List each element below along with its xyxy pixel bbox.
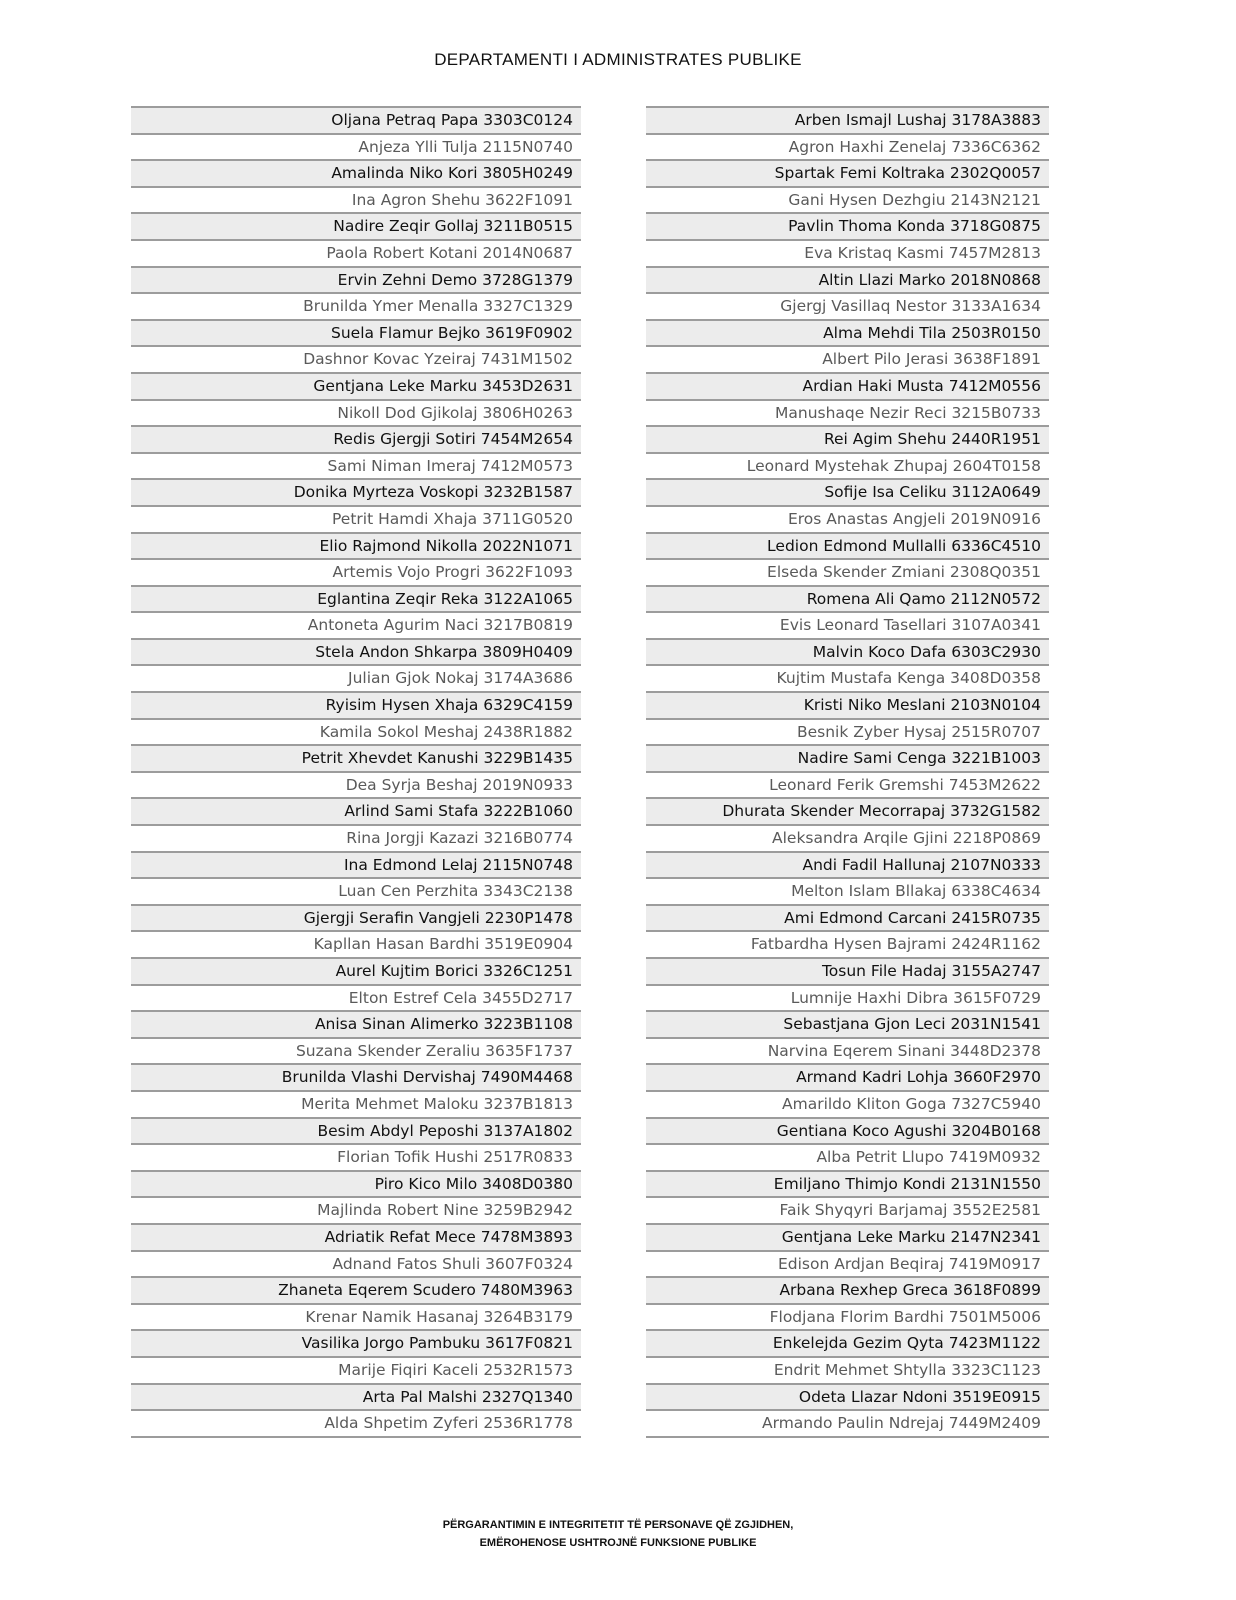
list-item: Petrit Hamdi Xhaja 3711G0520 [131, 505, 581, 532]
list-item: Alba Petrit Llupo 7419M0932 [646, 1143, 1049, 1170]
list-item: Donika Myrteza Voskopi 3232B1587 [131, 478, 581, 505]
list-item: Suzana Skender Zeraliu 3635F1737 [131, 1037, 581, 1064]
list-item: Sebastjana Gjon Leci 2031N1541 [646, 1010, 1049, 1037]
list-bottom-rule [646, 1436, 1049, 1438]
list-item: Narvina Eqerem Sinani 3448D2378 [646, 1037, 1049, 1064]
list-item: Amarildo Kliton Goga 7327C5940 [646, 1090, 1049, 1117]
list-item: Kristi Niko Meslani 2103N0104 [646, 691, 1049, 718]
list-item: Andi Fadil Hallunaj 2107N0333 [646, 851, 1049, 878]
list-item: Armando Paulin Ndrejaj 7449M2409 [646, 1409, 1049, 1436]
list-item: Gentjana Leke Marku 3453D2631 [131, 372, 581, 399]
list-item: Spartak Femi Koltraka 2302Q0057 [646, 159, 1049, 186]
list-item: Endrit Mehmet Shtylla 3323C1123 [646, 1356, 1049, 1383]
list-item: Eros Anastas Angjeli 2019N0916 [646, 505, 1049, 532]
list-item: Emiljano Thimjo Kondi 2131N1550 [646, 1170, 1049, 1197]
list-item: Paola Robert Kotani 2014N0687 [131, 239, 581, 266]
list-item: Luan Cen Perzhita 3343C2138 [131, 877, 581, 904]
list-item: Enkelejda Gezim Qyta 7423M1122 [646, 1329, 1049, 1356]
list-item: Amalinda Niko Kori 3805H0249 [131, 159, 581, 186]
list-item: Marije Fiqiri Kaceli 2532R1573 [131, 1356, 581, 1383]
list-item: Dhurata Skender Mecorrapaj 3732G1582 [646, 797, 1049, 824]
list-bottom-rule [131, 1436, 581, 1438]
list-item: Petrit Xhevdet Kanushi 3229B1435 [131, 744, 581, 771]
list-item: Gentiana Koco Agushi 3204B0168 [646, 1117, 1049, 1144]
list-item: Zhaneta Eqerem Scudero 7480M3963 [131, 1276, 581, 1303]
list-item: Malvin Koco Dafa 6303C2930 [646, 638, 1049, 665]
list-item: Vasilika Jorgo Pambuku 3617F0821 [131, 1329, 581, 1356]
list-item: Eglantina Zeqir Reka 3122A1065 [131, 585, 581, 612]
list-item: Ardian Haki Musta 7412M0556 [646, 372, 1049, 399]
list-item: Fatbardha Hysen Bajrami 2424R1162 [646, 930, 1049, 957]
list-item: Aleksandra Arqile Gjini 2218P0869 [646, 824, 1049, 851]
list-item: Besim Abdyl Peposhi 3137A1802 [131, 1117, 581, 1144]
list-item: Rei Agim Shehu 2440R1951 [646, 425, 1049, 452]
list-item: Gjergj Vasillaq Nestor 3133A1634 [646, 292, 1049, 319]
list-item: Lumnije Haxhi Dibra 3615F0729 [646, 984, 1049, 1011]
list-item: Brunilda Ymer Menalla 3327C1329 [131, 292, 581, 319]
list-item: Sofije Isa Celiku 3112A0649 [646, 478, 1049, 505]
list-item: Romena Ali Qamo 2112N0572 [646, 585, 1049, 612]
list-item: Piro Kico Milo 3408D0380 [131, 1170, 581, 1197]
list-item: Adriatik Refat Mece 7478M3893 [131, 1223, 581, 1250]
list-item: Stela Andon Shkarpa 3809H0409 [131, 638, 581, 665]
list-item: Arben Ismajl Lushaj 3178A3883 [646, 106, 1049, 133]
list-item: Kamila Sokol Meshaj 2438R1882 [131, 718, 581, 745]
list-item: Arlind Sami Stafa 3222B1060 [131, 797, 581, 824]
list-item: Melton Islam Bllakaj 6338C4634 [646, 877, 1049, 904]
list-item: Ina Agron Shehu 3622F1091 [131, 186, 581, 213]
list-item: Armand Kadri Lohja 3660F2970 [646, 1063, 1049, 1090]
list-item: Flodjana Florim Bardhi 7501M5006 [646, 1303, 1049, 1330]
list-item: Dashnor Kovac Yzeiraj 7431M1502 [131, 345, 581, 372]
list-item: Ina Edmond Lelaj 2115N0748 [131, 851, 581, 878]
list-item: Elseda Skender Zmiani 2308Q0351 [646, 558, 1049, 585]
list-item: Julian Gjok Nokaj 3174A3686 [131, 664, 581, 691]
list-item: Nadire Sami Cenga 3221B1003 [646, 744, 1049, 771]
list-item: Dea Syrja Beshaj 2019N0933 [131, 771, 581, 798]
list-item: Gjergji Serafin Vangjeli 2230P1478 [131, 904, 581, 931]
list-item: Majlinda Robert Nine 3259B2942 [131, 1196, 581, 1223]
right-name-list [646, 106, 1049, 1438]
list-item: Elio Rajmond Nikolla 2022N1071 [131, 532, 581, 559]
list-item: Ledion Edmond Mullalli 6336C4510 [646, 532, 1049, 559]
list-item: Redis Gjergji Sotiri 7454M2654 [131, 425, 581, 452]
list-item: Rina Jorgji Kazazi 3216B0774 [131, 824, 581, 851]
list-item: Leonard Mystehak Zhupaj 2604T0158 [646, 452, 1049, 479]
list-item: Antoneta Agurim Naci 3217B0819 [131, 611, 581, 638]
list-item: Albert Pilo Jerasi 3638F1891 [646, 345, 1049, 372]
list-item: Nadire Zeqir Gollaj 3211B0515 [131, 212, 581, 239]
list-item: Artemis Vojo Progri 3622F1093 [131, 558, 581, 585]
list-item: Sami Niman Imeraj 7412M0573 [131, 452, 581, 479]
list-item: Merita Mehmet Maloku 3237B1813 [131, 1090, 581, 1117]
list-item: Leonard Ferik Gremshi 7453M2622 [646, 771, 1049, 798]
list-item: Ryisim Hysen Xhaja 6329C4159 [131, 691, 581, 718]
list-item: Adnand Fatos Shuli 3607F0324 [131, 1250, 581, 1277]
left-name-list [131, 106, 581, 1438]
list-item: Manushaqe Nezir Reci 3215B0733 [646, 399, 1049, 426]
list-item: Elton Estref Cela 3455D2717 [131, 984, 581, 1011]
list-item: Kujtim Mustafa Kenga 3408D0358 [646, 664, 1049, 691]
list-item: Oljana Petraq Papa 3303C0124 [131, 106, 581, 133]
list-item: Agron Haxhi Zenelaj 7336C6362 [646, 133, 1049, 160]
list-item: Nikoll Dod Gjikolaj 3806H0263 [131, 399, 581, 426]
list-item: Gentjana Leke Marku 2147N2341 [646, 1223, 1049, 1250]
list-item: Ervin Zehni Demo 3728G1379 [131, 266, 581, 293]
list-item: Pavlin Thoma Konda 3718G0875 [646, 212, 1049, 239]
list-item: Anisa Sinan Alimerko 3223B1108 [131, 1010, 581, 1037]
footer-line-2: EMËROHENOSE USHTROJNË FUNKSIONE PUBLIKE [479, 1537, 757, 1549]
list-item: Arta Pal Malshi 2327Q1340 [131, 1383, 581, 1410]
list-item: Gani Hysen Dezhgiu 2143N2121 [646, 186, 1049, 213]
list-item: Krenar Namik Hasanaj 3264B3179 [131, 1303, 581, 1330]
list-item: Edison Ardjan Beqiraj 7419M0917 [646, 1250, 1049, 1277]
list-item: Kapllan Hasan Bardhi 3519E0904 [131, 930, 581, 957]
page-title: DEPARTAMENTI I ADMINISTRATES PUBLIKE [434, 50, 802, 69]
list-item: Odeta Llazar Ndoni 3519E0915 [646, 1383, 1049, 1410]
list-item: Alda Shpetim Zyferi 2536R1778 [131, 1409, 581, 1436]
list-item: Tosun File Hadaj 3155A2747 [646, 957, 1049, 984]
footer-line-1: PËRGARANTIMIN E INTEGRITETIT TË PERSONAVE QË ZGJIDHEN, [442, 1519, 794, 1531]
list-item: Florian Tofik Hushi 2517R0833 [131, 1143, 581, 1170]
list-item: Evis Leonard Tasellari 3107A0341 [646, 611, 1049, 638]
list-item: Anjeza Ylli Tulja 2115N0740 [131, 133, 581, 160]
list-item: Brunilda Vlashi Dervishaj 7490M4468 [131, 1063, 581, 1090]
list-item: Ami Edmond Carcani 2415R0735 [646, 904, 1049, 931]
list-item: Eva Kristaq Kasmi 7457M2813 [646, 239, 1049, 266]
list-item: Aurel Kujtim Borici 3326C1251 [131, 957, 581, 984]
list-item: Arbana Rexhep Greca 3618F0899 [646, 1276, 1049, 1303]
list-item: Altin Llazi Marko 2018N0868 [646, 266, 1049, 293]
list-item: Suela Flamur Bejko 3619F0902 [131, 319, 581, 346]
list-item: Besnik Zyber Hysaj 2515R0707 [646, 718, 1049, 745]
list-item: Alma Mehdi Tila 2503R0150 [646, 319, 1049, 346]
list-item: Faik Shyqyri Barjamaj 3552E2581 [646, 1196, 1049, 1223]
